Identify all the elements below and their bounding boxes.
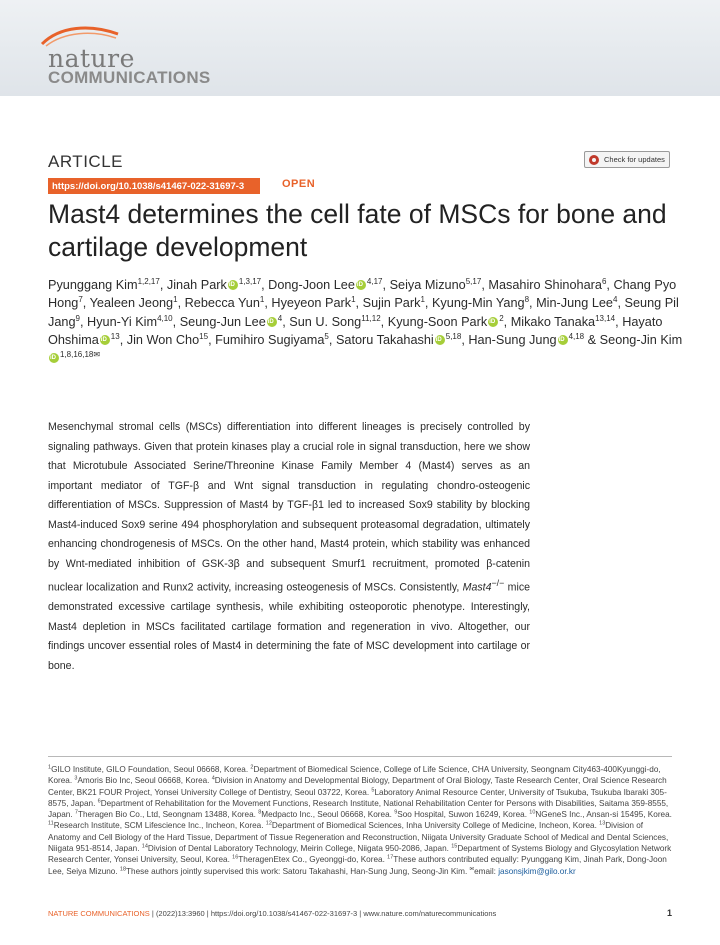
affiliation — [258, 810, 392, 819]
affiliation — [74, 776, 209, 785]
author-affiliation-ref: 1,2,17 — [137, 276, 160, 286]
abstract-part-2: mice demonstrated excessive cartilage synthesis, while exhibiting osteoporotic phenotype. Interestingly, Mast4 depletion in MSCs facilitated cartilage formation and regeneration in vivo. Altogether, our findings uncover essential roles of Mast4 in determining the fate of MSC development into cartilage or bone. — [48, 581, 531, 672]
author[interactable] — [90, 296, 178, 310]
affiliation-text: Department of Biomedical Science, College of Life Science, CHA University, Seongnam City463-400Kyunggi-do, Korea. — [48, 765, 661, 786]
logo-nature-text: nature — [48, 44, 135, 73]
doi-link[interactable]: https://doi.org/10.1038/s41467-022-31697-3 — [48, 178, 260, 194]
author-affiliation-ref: 8 — [524, 295, 530, 305]
orcid-icon[interactable] — [100, 335, 110, 345]
abstract-part-1: Mesenchymal stromal cells (MSCs) differentiation into different lineages is precisely controlled by signaling pathways. Given that protein kinases play a crucial role in signal transduction, here we show that Microtubule Associated Serine/Threonine Kinase Family Member 4 (Mast4) serves as an important mediator of TGF-β and Wnt signal transduction in regulating chondro-osteogenic differentiation of MSCs. Suppression of Mast4 by TGF-β1 led to increased Sox9 stability by blocking Mast4-induced Sox9 serine 494 phosphorylation and subsequent proteasomal degradation, ultimately enhancing chondrogenesis of MSCs. On the other hand, Mast4 protein, which stability was enhanced by Wnt-mediated inhibition of GSK-3β and subsequent Smurf1 recruitment, promoted β-catenin nuclear localization and Runx2 activity, increasing osteogenesis of MSCs. Consistently, — [48, 421, 530, 594]
author-name: Hayato Ohshima — [48, 314, 663, 347]
affiliation-text: Medpacto Inc., Seoul 06668, Korea. — [261, 810, 392, 820]
author[interactable] — [289, 315, 380, 329]
author-name: Hyun-Yi Kim — [87, 314, 158, 329]
affiliation-text: NGeneS Inc., Ansan-si 15495, Korea. — [535, 810, 672, 820]
affiliation-number: 16 — [232, 854, 239, 861]
affiliation-text: Department of Systems Biology and Glycosylation Network Research Center, Yonsei University, Seoul, Korea. — [48, 844, 672, 865]
author-name: Hyeyeon Park — [271, 296, 352, 311]
page-footer — [48, 909, 672, 918]
article-type-label: ARTICLE — [48, 152, 123, 171]
author[interactable] — [468, 333, 584, 347]
orcid-icon[interactable] — [267, 317, 277, 327]
author-name: Chang Pyo Hong — [48, 278, 677, 311]
author-affiliation-ref: 5 — [324, 331, 329, 341]
author-name: Pyunggang Kim — [48, 278, 138, 292]
author-affiliation-ref: 4,18 — [568, 331, 585, 341]
affiliation-number: 17 — [387, 854, 394, 861]
orcid-icon[interactable] — [435, 335, 445, 345]
affiliation-text: Amoris Bio Inc, Seoul 06668, Korea. — [77, 776, 210, 786]
affiliation — [394, 810, 527, 819]
footer-journal-name: NATURE COMMUNICATIONS — [48, 909, 150, 918]
affiliation — [266, 821, 597, 830]
author[interactable] — [185, 296, 265, 310]
author-name: Kyung-Soon Park — [387, 314, 488, 329]
affiliation-text: Division in Anatomy and Developmental Biology, Department of Oral Biology, Taste Research Center, Oral Science Research Center, BK21 FOUR Project, Yonsei University College of Dentistry, Seoul 03722, Korea. — [48, 776, 667, 797]
crossmark-icon — [589, 155, 599, 165]
affiliation-text: These authors contributed equally: Pyunggang Kim, Jinah Park, Dong-Joon Lee, Seiya Mizuno. — [48, 855, 667, 876]
orcid-icon[interactable] — [488, 317, 498, 327]
author-affiliation-ref: 4 — [612, 295, 618, 305]
author-affiliation-ref: 5,17 — [465, 276, 482, 286]
affiliation — [48, 765, 248, 774]
author[interactable] — [390, 278, 482, 292]
affiliation-text: These authors jointly supervised this work: Satoru Takahashi, Han-Sung Jung, Seong-Jin Kim. — [126, 866, 468, 876]
author-affiliation-ref: 9 — [75, 313, 80, 323]
author[interactable] — [432, 296, 529, 310]
affiliation — [529, 810, 672, 819]
author-affiliation-ref: 1,8,16,18✉ — [60, 349, 101, 359]
author-affiliation-ref: 4,10 — [157, 313, 173, 323]
author-name: Jin Won Cho — [126, 332, 200, 347]
affiliation-number: 10 — [529, 809, 536, 816]
check-for-updates-label: Check for updates — [604, 155, 665, 164]
author[interactable] — [536, 296, 617, 310]
author[interactable] — [127, 333, 208, 347]
author[interactable] — [167, 278, 261, 292]
author-name: Han-Sung Jung — [468, 332, 557, 347]
author-affiliation-ref: 4 — [277, 313, 283, 323]
author-name: Satoru Takahashi — [335, 332, 434, 347]
affiliation-number: 5 — [371, 786, 375, 793]
author-affiliation-ref: 15 — [199, 331, 209, 341]
affiliations-divider — [48, 756, 672, 757]
affiliation-number: 1 — [48, 764, 52, 771]
author-name: Seung-Jun Lee — [179, 314, 266, 329]
affiliation-number: 6 — [97, 798, 101, 805]
affiliation-text: Research Institute, SCM Lifescience Inc., Incheon, Korea. — [53, 821, 264, 831]
author-name: Masahiro Shinohara — [488, 278, 602, 292]
affiliation-text: Laboratory Animal Resource Center, University of Tsukuba, Tsukuba Ibaraki 305-8575, Japan. — [48, 787, 667, 808]
author[interactable] — [511, 315, 615, 329]
check-for-updates-button[interactable] — [584, 151, 670, 168]
author-affiliation-ref: 7 — [78, 295, 83, 305]
author[interactable] — [488, 278, 606, 292]
gene-genotype: −/− — [491, 578, 505, 588]
affiliation — [142, 844, 449, 853]
author-affiliation-ref: 1,3,17 — [238, 276, 262, 286]
affiliation-number: 18 — [119, 865, 127, 872]
author-name: Sujin Park — [362, 296, 421, 311]
author[interactable] — [388, 315, 504, 329]
author-list: Pyunggang Kim$^{1,2,17}$, Jinah ParkiD $^{1,3,17}$, Dong-Joon LeeiD $^{4,17}$, Seiya Mizuno$^{5,17}$, Masahiro Shinohara$^6$, Chang Pyo Hong$^7$, Yealeen Jeong$^1$, Rebecca Yun$^1$, Hyeyeon Park$^1$, Sujin Park$^1$, Kyung-Min Yang$^8$, Min-Jung Lee$^4$, Seung Pil Jang$^9$, Hyun-Yi Kim$^{4,10}$, Seung-Jun LeeiD $^4$, Sun U. Song$^{11,12}$, Kyung-Soon ParkiD $^2$, Mikako Tanaka$^{13,14}$, Hayato OhshimaiD $^{13}$, Jin Won Cho$^{15}$, Fumihiro Sugiyama$^5$, Satoru TakahashiiD $^{5,18}$, Han-Sung JungiD $^{4,18}$ & Seong-Jin KimiD$^{1,8,16,18✉}$ — [48, 276, 688, 367]
author-name: Mikako Tanaka — [510, 314, 596, 329]
affiliation-number: 9 — [394, 809, 398, 816]
affiliation-number: 12 — [265, 820, 272, 827]
affiliation — [232, 855, 385, 864]
author-name: Dong-Joon Lee — [268, 278, 355, 292]
author-affiliation-ref: 13 — [110, 331, 120, 341]
page-number: 1 — [666, 908, 672, 918]
author-affiliation-ref: 1 — [259, 295, 265, 305]
author-affiliation-ref: 4,17 — [366, 276, 383, 286]
author-name: Rebecca Yun — [184, 296, 260, 311]
affiliation-text: Theragen Bio Co., Ltd, Seongnam 13488, Korea. — [77, 810, 256, 820]
corresponding-email-link[interactable]: jasonsjkim@gilo.or.kr — [498, 866, 576, 876]
author-conjunction: & — [587, 332, 597, 347]
author[interactable] — [48, 278, 160, 292]
author-affiliation-ref: 11,12 — [361, 313, 381, 323]
affiliation — [48, 821, 264, 830]
abstract — [48, 418, 530, 676]
author[interactable] — [268, 278, 382, 292]
email-mark-icon: ✉ — [469, 865, 475, 872]
author-name: Kyung-Min Yang — [431, 296, 525, 311]
author-name: Seung Pil Jang — [48, 296, 679, 329]
affiliation-text: Soo Hospital, Suwon 16249, Korea. — [397, 810, 527, 820]
affiliation-number: 4 — [211, 775, 215, 782]
author-affiliation-ref: 1 — [420, 295, 425, 305]
author[interactable] — [363, 296, 425, 310]
author[interactable] — [215, 333, 329, 347]
author-name: Fumihiro Sugiyama — [215, 332, 325, 347]
affiliations — [48, 764, 672, 877]
author[interactable] — [336, 333, 461, 347]
affiliation-text: Division of Anatomy and Cell Biology of the Hard Tissue, Department of Tissue Regeneration and Reconstruction, Niigata University Graduate School of Medical and Dental Sciences, Niigata 951-8514, Japan. — [48, 821, 669, 854]
author[interactable] — [271, 296, 355, 310]
affiliation-text: TheragenEtex Co., Gyeonggi-do, Korea. — [238, 855, 385, 865]
affiliation-number: 7 — [74, 809, 78, 816]
affiliation-number: 15 — [451, 843, 458, 850]
author[interactable] — [180, 315, 283, 329]
affiliation-number: 3 — [74, 775, 78, 782]
affiliation-number: 11 — [48, 820, 54, 827]
affiliation-number: 2 — [250, 764, 254, 771]
orcid-icon[interactable] — [558, 335, 568, 345]
author-name: Min-Jung Lee — [536, 296, 613, 311]
footer-citation: | (2022)13:3960 | https://doi.org/10.1038/s41467-022-31697-3 | www.nature.com/naturecommunications — [151, 909, 497, 918]
affiliation-text: GILO Institute, GILO Foundation, Seoul 06668, Korea. — [51, 765, 249, 774]
article-title: Mast4 determines the cell fate of MSCs for bone and cartilage development — [48, 199, 667, 262]
author-affiliation-ref: 13,14 — [595, 313, 616, 323]
affiliation-text: Division of Dental Laboratory Technology, Meirin College, Niigata 950-2086, Japan. — [147, 844, 449, 854]
author[interactable] — [87, 315, 173, 329]
author-name: Seiya Mizuno — [389, 278, 466, 292]
affiliation-text: Department of Rehabilitation for the Movement Functions, Research Institute, National Rehabilitation Center for Persons with Disabilities, Saitama 359-8555, Japan. — [48, 798, 669, 820]
author-affiliation-ref: 2 — [499, 313, 504, 323]
affiliation-text: Department of Biomedical Sciences, Inha University College of Medicine, Incheon, Korea. — [271, 821, 597, 831]
orcid-icon[interactable] — [49, 353, 59, 363]
orcid-icon[interactable] — [228, 280, 238, 290]
author-affiliation-ref: 1 — [351, 295, 356, 305]
affiliation-number: 8 — [258, 809, 262, 816]
logo-communications-text: COMMUNICATIONS — [48, 68, 211, 87]
author-name: Seong-Jin Kim — [599, 332, 683, 347]
author-name: Yealeen Jeong — [89, 296, 174, 311]
author-affiliation-ref: 5,18 — [445, 331, 462, 341]
email-label: email: — [474, 866, 496, 876]
author-name: Jinah Park — [166, 278, 227, 292]
orcid-icon[interactable] — [356, 280, 366, 290]
author-affiliation-ref: 6 — [601, 276, 607, 286]
affiliation — [120, 867, 467, 876]
affiliation-number: 14 — [141, 843, 148, 850]
gene-name: Mast4 — [462, 581, 492, 594]
open-access-label: OPEN — [282, 178, 316, 190]
affiliation — [75, 810, 256, 819]
author-name: Sun U. Song — [289, 314, 362, 329]
author-affiliation-ref: 1 — [173, 295, 178, 305]
affiliation-number: 13 — [599, 820, 606, 827]
